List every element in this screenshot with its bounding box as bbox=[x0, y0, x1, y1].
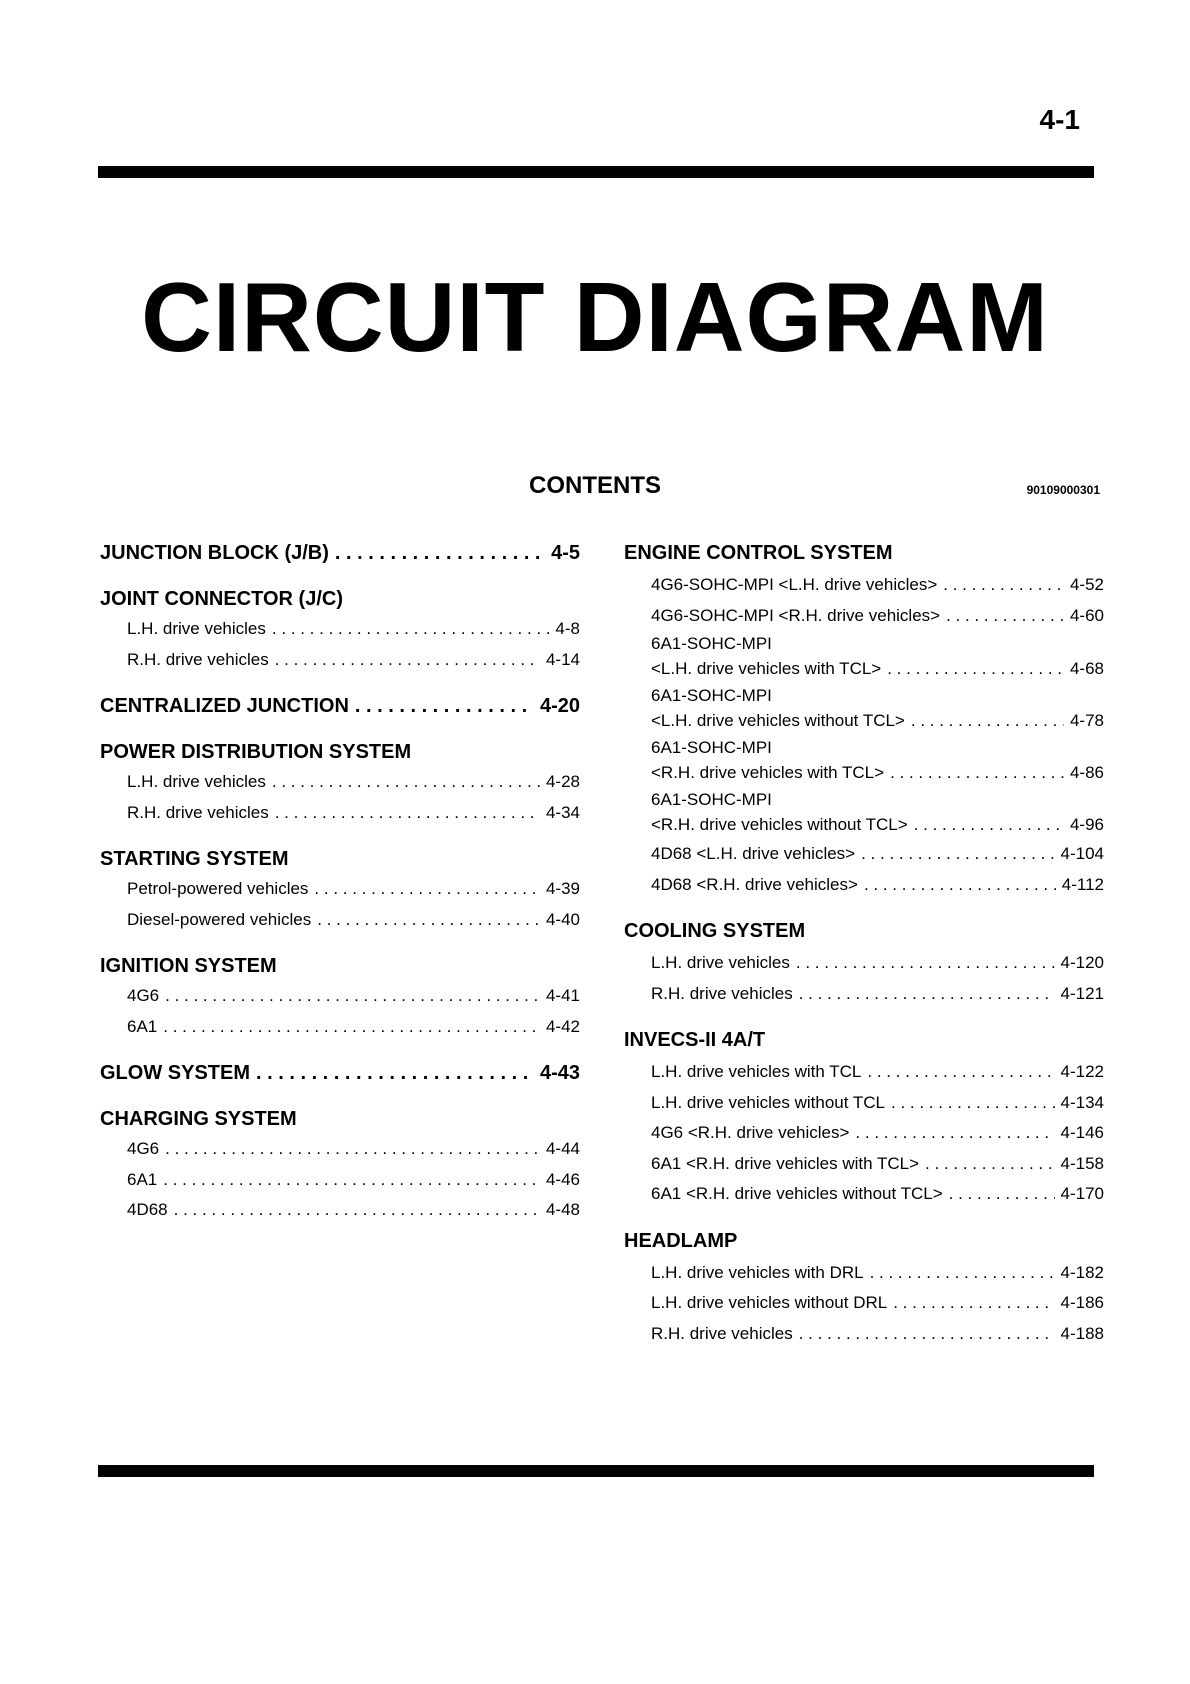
toc-label: L.H. drive vehicles with DRL bbox=[651, 1262, 864, 1282]
leader-dots bbox=[275, 798, 540, 829]
toc-label: 4G6-SOHC-MPI <R.H. drive vehicles> bbox=[651, 605, 941, 625]
toc-page: 4-14 bbox=[545, 649, 580, 669]
toc-entry[interactable] bbox=[624, 1118, 1104, 1149]
toc-entry[interactable] bbox=[100, 1195, 580, 1226]
starting-entries bbox=[100, 874, 580, 935]
leader-dots bbox=[949, 1179, 1055, 1210]
leader-dots bbox=[799, 1319, 1055, 1350]
toc-entry[interactable] bbox=[624, 570, 1104, 601]
toc-page: 4-146 bbox=[1060, 1123, 1104, 1142]
toc-page: 4-44 bbox=[545, 1139, 580, 1158]
toc-entry[interactable] bbox=[100, 798, 580, 829]
joint-connector-entries bbox=[100, 614, 580, 675]
section-heading-starting: STARTING SYSTEM bbox=[100, 848, 289, 870]
toc-entry[interactable] bbox=[100, 614, 580, 645]
leader-dots bbox=[272, 614, 550, 645]
toc-entry[interactable] bbox=[100, 981, 580, 1012]
toc-label: 4D68 <L.H. drive vehicles> bbox=[651, 844, 856, 863]
toc-entry[interactable] bbox=[624, 948, 1104, 979]
toc-page: 4-78 bbox=[1069, 711, 1104, 730]
cooling-entries bbox=[624, 948, 1104, 1009]
leader-dots bbox=[314, 874, 540, 905]
toc-entry[interactable] bbox=[100, 1134, 580, 1165]
leader-dots bbox=[317, 905, 540, 936]
section-heading-power-distribution: POWER DISTRIBUTION SYSTEM bbox=[100, 741, 412, 763]
toc-page: 4-96 bbox=[1069, 815, 1104, 834]
toc-label-line2: <R.H. drive vehicles with TCL> bbox=[651, 763, 885, 782]
toc-page: 4-134 bbox=[1060, 1092, 1104, 1112]
toc-entry[interactable] bbox=[624, 601, 1104, 632]
toc-label: 6A1 bbox=[127, 1169, 158, 1189]
toc-entry[interactable] bbox=[624, 1258, 1104, 1289]
toc-page: 4-68 bbox=[1069, 659, 1104, 678]
top-rule bbox=[98, 166, 1094, 178]
toc-entry[interactable] bbox=[624, 1288, 1104, 1319]
toc-page: 4-188 bbox=[1060, 1323, 1104, 1343]
leader-dots bbox=[256, 1058, 534, 1088]
toc-entry[interactable] bbox=[624, 839, 1104, 870]
toc-entry-glow-system[interactable] bbox=[100, 1058, 580, 1088]
toc-label-line1: 6A1-SOHC-MPI bbox=[651, 634, 772, 653]
toc-page: 4-158 bbox=[1060, 1153, 1104, 1173]
toc-page: 4-121 bbox=[1060, 983, 1104, 1003]
power-distribution-entries bbox=[100, 767, 580, 828]
leader-dots bbox=[864, 870, 1056, 901]
toc-entry[interactable] bbox=[100, 1012, 580, 1043]
toc-label: L.H. drive vehicles with TCL bbox=[651, 1062, 862, 1081]
toc-entry[interactable] bbox=[100, 767, 580, 798]
toc-label: L.H. drive vehicles without DRL bbox=[651, 1293, 888, 1312]
engine-control-entries bbox=[624, 570, 1104, 900]
toc-label-line1: 6A1-SOHC-MPI bbox=[651, 738, 772, 757]
leader-dots bbox=[799, 979, 1055, 1010]
toc-label-line2: <R.H. drive vehicles without TCL> bbox=[651, 815, 908, 834]
toc-label: JUNCTION BLOCK (J/B) bbox=[100, 542, 329, 564]
leader-dots bbox=[943, 570, 1064, 601]
toc-page: 4-20 bbox=[539, 695, 580, 717]
toc-page: 4-5 bbox=[551, 542, 580, 564]
toc-entry[interactable] bbox=[100, 1165, 580, 1196]
headlamp-entries bbox=[624, 1258, 1104, 1350]
toc-page: 4-170 bbox=[1060, 1184, 1104, 1203]
leader-dots bbox=[796, 948, 1055, 979]
toc-entry[interactable] bbox=[624, 631, 1104, 683]
toc-page: 4-60 bbox=[1069, 605, 1104, 625]
section-heading-invecs: INVECS-II 4A/T bbox=[624, 1029, 766, 1051]
ignition-entries bbox=[100, 981, 580, 1042]
toc-label: Petrol-powered vehicles bbox=[127, 879, 309, 898]
toc-page: 4-42 bbox=[545, 1016, 580, 1036]
toc-label: 4G6 bbox=[127, 986, 160, 1005]
toc-entry[interactable] bbox=[100, 874, 580, 905]
toc-page: 4-40 bbox=[545, 909, 580, 929]
toc-label: 6A1 <R.H. drive vehicles without TCL> bbox=[651, 1184, 943, 1203]
toc-entry[interactable] bbox=[624, 1057, 1104, 1088]
toc-label: GLOW SYSTEM bbox=[100, 1062, 250, 1084]
toc-page: 4-104 bbox=[1060, 844, 1104, 863]
section-heading-charging: CHARGING SYSTEM bbox=[100, 1108, 297, 1130]
toc-label: 4G6 bbox=[127, 1139, 160, 1158]
toc-page: 4-46 bbox=[545, 1169, 580, 1189]
toc-page: 4-34 bbox=[545, 802, 580, 822]
document-code: 90109000301 bbox=[1026, 483, 1100, 497]
leader-dots bbox=[946, 601, 1064, 632]
toc-label: 4D68 <R.H. drive vehicles> bbox=[651, 874, 858, 894]
toc-label: L.H. drive vehicles bbox=[127, 772, 266, 791]
toc-label-line1: 6A1-SOHC-MPI bbox=[651, 686, 772, 705]
toc-page: 4-122 bbox=[1060, 1062, 1104, 1081]
toc-page: 4-8 bbox=[555, 619, 580, 638]
toc-entry-junction-block[interactable] bbox=[100, 538, 580, 568]
section-heading-headlamp: HEADLAMP bbox=[624, 1229, 738, 1252]
leader-dots bbox=[890, 760, 1064, 785]
toc-entry[interactable] bbox=[624, 735, 1104, 787]
section-heading-joint-connector: JOINT CONNECTOR (J/C) bbox=[100, 588, 343, 610]
toc-entry[interactable] bbox=[624, 979, 1104, 1010]
toc-entry[interactable] bbox=[624, 870, 1104, 901]
leader-dots bbox=[163, 1165, 540, 1196]
contents-left-column bbox=[100, 538, 580, 1226]
toc-page: 4-112 bbox=[1061, 874, 1104, 894]
toc-label: R.H. drive vehicles bbox=[127, 649, 269, 669]
leader-dots bbox=[914, 812, 1064, 837]
leader-dots bbox=[355, 691, 534, 721]
leader-dots bbox=[891, 1088, 1055, 1119]
page-number: 4-1 bbox=[1039, 104, 1080, 135]
toc-entry[interactable] bbox=[624, 1088, 1104, 1119]
leader-dots bbox=[165, 981, 540, 1012]
toc-page: 4-86 bbox=[1069, 763, 1104, 782]
toc-label: R.H. drive vehicles bbox=[127, 802, 269, 822]
leader-dots bbox=[861, 839, 1054, 870]
contents-right-column bbox=[624, 538, 1104, 1349]
toc-entry[interactable] bbox=[624, 1319, 1104, 1350]
toc-label: L.H. drive vehicles bbox=[127, 619, 266, 638]
leader-dots bbox=[165, 1134, 540, 1165]
toc-entry-centralized-junction[interactable] bbox=[100, 691, 580, 721]
leader-dots bbox=[925, 1149, 1054, 1180]
toc-page: 4-43 bbox=[539, 1062, 580, 1084]
toc-page: 4-41 bbox=[545, 986, 580, 1005]
leader-dots bbox=[887, 656, 1064, 681]
bottom-rule bbox=[98, 1465, 1094, 1477]
leader-dots bbox=[855, 1118, 1054, 1149]
page-title: CIRCUIT DIAGRAM bbox=[141, 262, 1049, 372]
leader-dots bbox=[275, 645, 540, 676]
toc-label: 4D68 bbox=[127, 1200, 168, 1219]
toc-label: 6A1 bbox=[127, 1016, 158, 1036]
toc-page: 4-186 bbox=[1060, 1293, 1104, 1312]
toc-entry[interactable] bbox=[624, 1149, 1104, 1180]
toc-page: 4-39 bbox=[545, 879, 580, 898]
toc-label-line2: <L.H. drive vehicles without TCL> bbox=[651, 711, 905, 730]
leader-dots bbox=[272, 767, 540, 798]
toc-entry[interactable] bbox=[100, 645, 580, 676]
toc-label: L.H. drive vehicles bbox=[651, 953, 790, 972]
leader-dots bbox=[867, 1057, 1054, 1088]
leader-dots bbox=[174, 1195, 540, 1226]
section-heading-ignition: IGNITION SYSTEM bbox=[100, 955, 277, 977]
leader-dots bbox=[870, 1258, 1055, 1289]
charging-entries bbox=[100, 1134, 580, 1226]
toc-page: 4-52 bbox=[1069, 575, 1104, 594]
toc-entry[interactable] bbox=[100, 905, 580, 936]
leader-dots bbox=[893, 1288, 1054, 1319]
toc-page: 4-182 bbox=[1060, 1262, 1104, 1282]
leader-dots bbox=[163, 1012, 540, 1043]
leader-dots bbox=[911, 708, 1064, 733]
toc-page: 4-120 bbox=[1060, 953, 1104, 972]
toc-page: 4-48 bbox=[545, 1200, 580, 1219]
toc-entry[interactable] bbox=[624, 683, 1104, 735]
toc-label: L.H. drive vehicles without TCL bbox=[651, 1092, 886, 1112]
toc-label: 6A1 <R.H. drive vehicles with TCL> bbox=[651, 1153, 920, 1173]
toc-page: 4-28 bbox=[545, 772, 580, 791]
toc-label: R.H. drive vehicles bbox=[651, 983, 793, 1003]
section-heading-engine-control: ENGINE CONTROL SYSTEM bbox=[624, 542, 893, 564]
toc-label: 4G6 <R.H. drive vehicles> bbox=[651, 1123, 850, 1142]
toc-entry[interactable] bbox=[624, 1179, 1104, 1210]
leader-dots bbox=[335, 538, 545, 568]
toc-label: Diesel-powered vehicles bbox=[127, 909, 312, 929]
toc-entry[interactable] bbox=[624, 787, 1104, 839]
contents-heading: CONTENTS bbox=[529, 472, 661, 499]
toc-label: CENTRALIZED JUNCTION bbox=[100, 695, 349, 717]
toc-label: 4G6-SOHC-MPI <L.H. drive vehicles> bbox=[651, 575, 938, 594]
section-heading-cooling: COOLING SYSTEM bbox=[624, 920, 806, 942]
toc-label: R.H. drive vehicles bbox=[651, 1323, 793, 1343]
toc-label-line1: 6A1-SOHC-MPI bbox=[651, 790, 772, 809]
toc-label-line2: <L.H. drive vehicles with TCL> bbox=[651, 659, 882, 678]
invecs-entries bbox=[624, 1057, 1104, 1210]
